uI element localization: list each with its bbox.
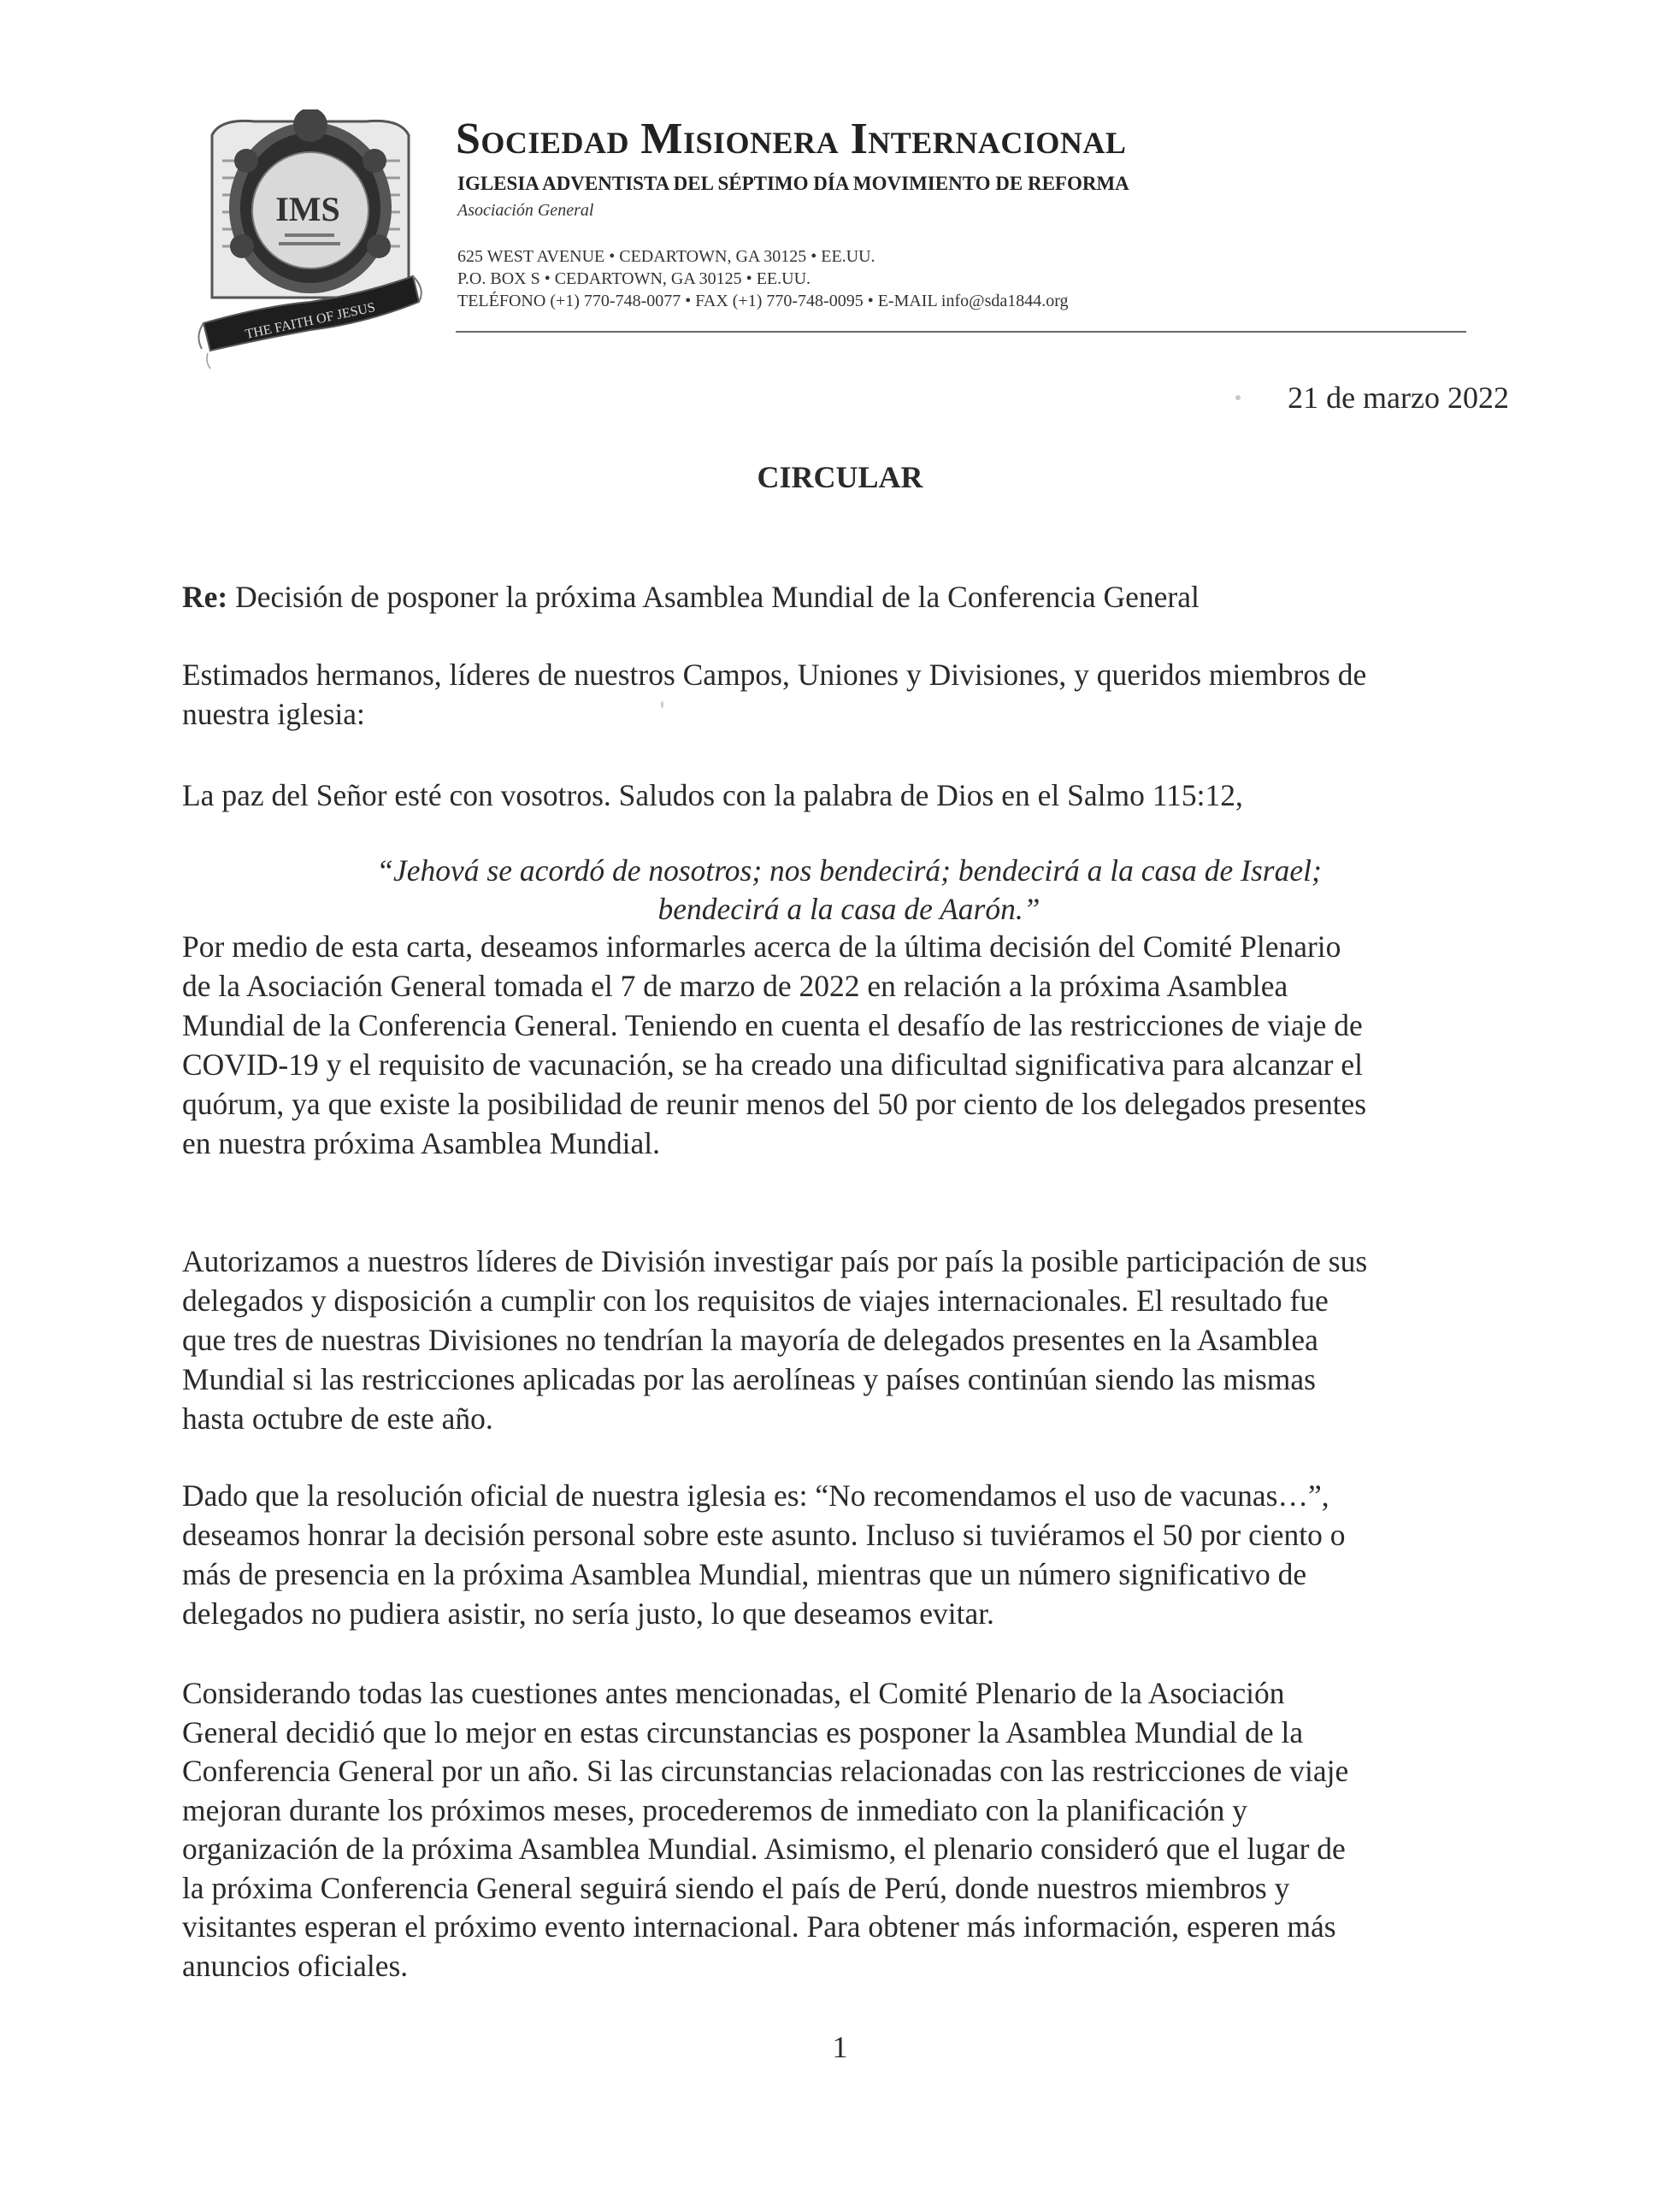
paragraph-line: COVID-19 y el requisito de vacunación, se ha creado una dificultad significativa para alcanzar el xyxy=(182,1047,1363,1082)
scan-speck xyxy=(1235,395,1241,400)
organization-division: Asociación General xyxy=(457,201,594,220)
paragraph-line: anuncios oficiales. xyxy=(182,1948,409,1983)
document-date: 21 de marzo 2022 xyxy=(1288,381,1509,415)
quote-line: “Jehová se acordó de nosotros; nos bendecirá; bendecirá a la casa de Israel; xyxy=(376,853,1322,888)
paragraph-line: que tres de nuestras Divisiones no tendrían la mayoría de delegados presentes en la Asamblea xyxy=(182,1323,1318,1357)
scan-speck xyxy=(661,701,663,708)
page-number: 1 xyxy=(832,2030,848,2064)
salutation xyxy=(182,655,1516,734)
organization-name: Sociedad Misionera Internacional xyxy=(456,115,1127,163)
subject-line xyxy=(182,577,1516,617)
paragraph-line: delegados no pudiera asistir, no sería justo, lo que deseamos evitar. xyxy=(182,1596,994,1631)
paragraph-line: Dado que la resolución oficial de nuestra iglesia es: “No recomendamos el uso de vacunas…”, xyxy=(182,1478,1329,1513)
paragraph-line: Conferencia General por un año. Si las circunstancias relacionadas con las restricciones de viaje xyxy=(182,1754,1349,1788)
svg-text:THE FAITH OF JESUS: THE FAITH OF JESUS xyxy=(244,300,377,342)
address-line-contact: TELÉFONO (+1) 770-748-0077 • FAX (+1) 770-748-0095 • E-MAIL info@sda1844.org xyxy=(457,292,1069,310)
paragraph-line: más de presencia en la próxima Asamblea Mundial, mientras que un número significativo de xyxy=(182,1557,1307,1591)
paragraph-line: General decidió que lo mejor en estas circunstancias es posponer la Asamblea Mundial de la xyxy=(182,1714,1304,1749)
letterhead-divider xyxy=(456,331,1466,333)
paragraph-line: Mundial si las restricciones aplicadas por las aerolíneas y países continúan siendo las mismas xyxy=(182,1362,1316,1396)
quote-line: bendecirá a la casa de Aarón.” xyxy=(657,892,1040,926)
paragraph-line: Mundial de la Conferencia General. Teniendo en cuenta el desafío de las restricciones de viaje de xyxy=(182,1008,1363,1042)
paragraph-line: de la Asociación General tomada el 7 de marzo de 2022 en relación a la próxima Asamblea xyxy=(182,969,1288,1003)
organization-subtitle: IGLESIA ADVENTISTA DEL SÉPTIMO DÍA MOVIMIENTO DE REFORMA xyxy=(457,173,1129,194)
paragraph-line: Por medio de esta carta, deseamos informarles acerca de la última decisión del Comité Plenario xyxy=(182,929,1341,964)
document-heading: CIRCULAR xyxy=(757,460,923,494)
paragraph-line: quórum, ya que existe la posibilidad de reunir menos del 50 por ciento de los delegados presentes xyxy=(182,1087,1367,1121)
scripture-quote xyxy=(182,852,1516,929)
paragraph-line: visitantes esperan el próximo evento internacional. Para obtener más información, esperen más xyxy=(182,1909,1336,1944)
paragraph-line: deseamos honrar la decisión personal sobre este asunto. Incluso si tuviéramos el 50 por ciento o xyxy=(182,1518,1346,1552)
svg-text:IMS: IMS xyxy=(275,190,340,228)
address-line-po-box: P.O. BOX S • CEDARTOWN, GA 30125 • EE.UU. xyxy=(457,269,811,288)
paragraph-line: organización de la próxima Asamblea Mundial. Asimismo, el plenario consideró que el lugar de xyxy=(182,1832,1346,1866)
subject-text: Decisión de posponer la próxima Asamblea Mundial de la Conferencia General xyxy=(227,580,1200,614)
ims-emblem-icon xyxy=(195,109,426,370)
paragraph-line: hasta octubre de este año. xyxy=(182,1401,493,1436)
paragraph-decision-info xyxy=(182,927,1516,1163)
paragraph-division-survey xyxy=(182,1242,1516,1438)
greeting xyxy=(182,776,1516,815)
paragraph-line: en nuestra próxima Asamblea Mundial. xyxy=(182,1126,660,1160)
paragraph-postponement xyxy=(182,1674,1516,1985)
address-line-street: 625 WEST AVENUE • CEDARTOWN, GA 30125 • EE.UU. xyxy=(457,247,875,266)
subject-label: Re: xyxy=(182,580,228,614)
paragraph-line: la próxima Conferencia General seguirá siendo el país de Perú, donde nuestros miembros y xyxy=(182,1870,1290,1905)
ims-logo xyxy=(195,109,426,370)
paragraph-line: mejoran durante los próximos meses, procederemos de inmediato con la planificación y xyxy=(182,1792,1248,1827)
paragraph-vaccine-resolution xyxy=(182,1476,1516,1633)
paragraph-line: Autorizamos a nuestros líderes de División investigar país por país la posible participación de sus xyxy=(182,1244,1368,1278)
salutation-line: Estimados hermanos, líderes de nuestros Campos, Uniones y Divisiones, y queridos miembros de xyxy=(182,658,1367,692)
paragraph-line: Considerando todas las cuestiones antes mencionadas, el Comité Plenario de la Asociación xyxy=(182,1676,1285,1710)
salutation-line: nuestra iglesia: xyxy=(182,697,365,731)
paragraph-line: delegados y disposición a cumplir con los requisitos de viajes internacionales. El resultado fue xyxy=(182,1283,1329,1318)
greeting-line: La paz del Señor esté con vosotros. Saludos con la palabra de Dios en el Salmo 115:12, xyxy=(182,778,1243,812)
